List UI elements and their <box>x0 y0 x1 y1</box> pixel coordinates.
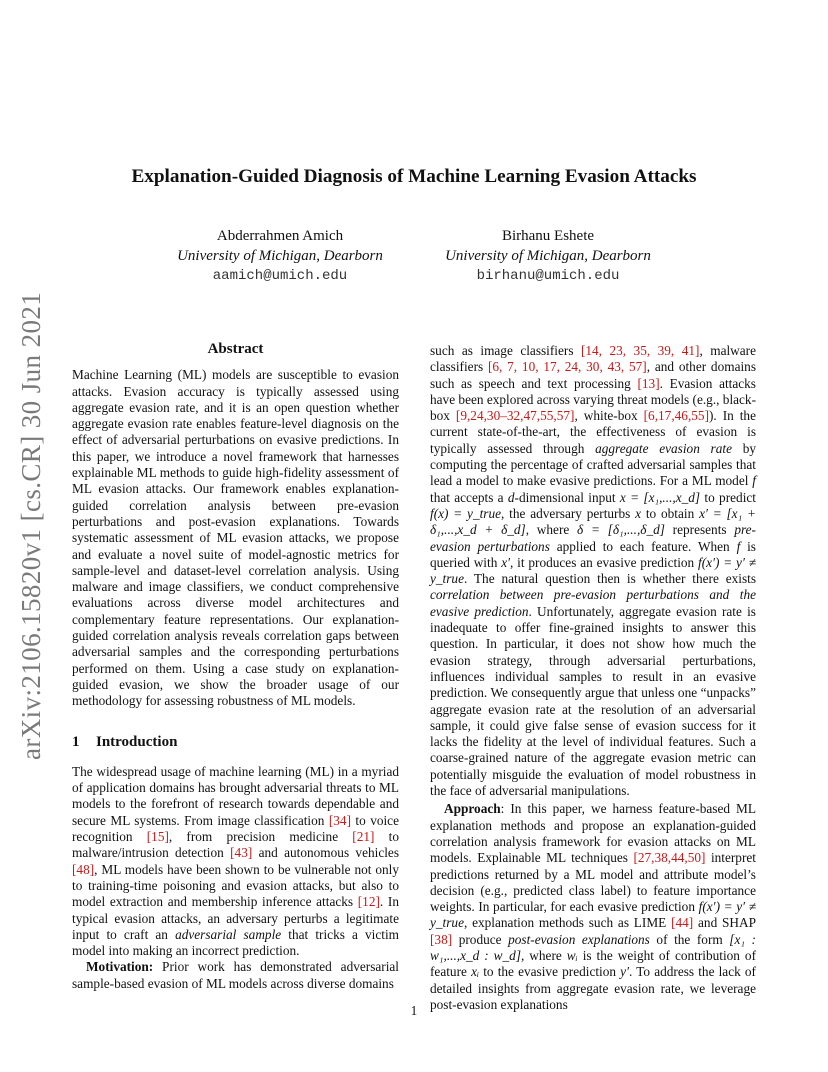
citation-link[interactable]: [44] <box>671 915 694 931</box>
text-run: that accepts a <box>430 489 508 505</box>
text-run: and autonomous vehicles <box>252 845 399 861</box>
citation-link[interactable]: [21] <box>352 829 375 845</box>
author-name: Birhanu Eshete <box>501 228 595 244</box>
citation-link[interactable]: [13] <box>637 375 660 391</box>
text-run: -dimensional input <box>514 489 620 505</box>
italic-run: x = [x₁,...,x_d] <box>619 489 701 505</box>
citation-link[interactable]: [34] <box>328 812 351 828</box>
italic-run: xᵢ <box>471 964 480 980</box>
intro-paragraph-approach <box>430 801 756 1013</box>
text-run: to the evasive prediction <box>479 964 621 980</box>
text-run: , explanation methods such as LIME <box>463 915 672 931</box>
author-block-2 <box>398 226 698 286</box>
italic-run: f(x′) = y′ ≠ y_true <box>430 554 756 587</box>
text-run: represents <box>664 522 735 538</box>
italic-run: x′ = [x₁ + δ₁,...,x_d + δ_d] <box>430 505 756 538</box>
text-run: is queried with <box>430 538 756 570</box>
author-name: Abderrahmen Amich <box>216 228 344 244</box>
abstract-text: Machine Learning (ML) models are susceptible to evasion attacks. Evasion accuracy is typically assessed using aggregate evasion rate, and it is an open question whether aggregate evasion rate enables feature-level diagnosis on the effect of adversarial perturbations on evasive predictions. In this paper, we introduce a novel framework that harnesses explainable ML methods to guide high-fidelity assessment of ML evasion attacks. Our framework enables explanation-guided correlation analysis between pre-evasion perturbations and post-evasion explanations. Towards systematic assessment of ML evasion attacks, we propose and evaluate a novel suite of model-agnostic metrics for sample-level and dataset-level correlation analysis. Using malware and image classifiers, we conduct comprehensive evaluations across diverse model architectures and complementary feature representations. Our explanation-guided correlation analysis reveals correlation gaps between adversarial samples and the corresponding perturbations performed on them. Using a case study on explanation-guided evasion, we show the broader usage of our methodology for assessing robustness of ML models. <box>72 367 399 709</box>
text-run: , where <box>525 522 578 538</box>
text-run: : In this paper, we harness feature-based ML explanation methods and propose an explanation-guided correlation analysis framework for evasion attacks on ML models. Explainable ML techniques <box>430 801 756 866</box>
italic-run: δ = [δ₁,...,δ_d] <box>577 522 665 538</box>
text-run: , from precision medicine <box>168 829 353 845</box>
arxiv-identifier-stamp: arXiv:2106.15820v1 [cs.CR] 30 Jun 2021 <box>16 291 46 760</box>
page-number: 1 <box>410 1003 418 1018</box>
italic-run: pre-evasion perturbations <box>430 522 756 554</box>
text-run: . Evasion attacks have been explored across varying threat models (e.g., black-box <box>430 375 757 424</box>
bold-run: Motivation: <box>86 959 154 975</box>
text-run: , where <box>521 947 567 963</box>
abstract-heading: Abstract <box>207 341 264 357</box>
text-run: . In typical evasion attacks, an adversary perturbs a legitimate input to craft an <box>72 894 399 942</box>
text-run: produce <box>452 931 509 947</box>
citation-link[interactable]: [48] <box>72 861 95 877</box>
section-heading-introduction <box>72 734 399 750</box>
italic-run: [x₁ : w₁,...,x_d : w_d] <box>430 931 756 963</box>
text-run: to malware/intrusion detection <box>72 829 399 861</box>
text-run: to obtain <box>641 505 700 521</box>
text-run: that tricks a victim model into making an incorrect prediction. <box>72 926 400 959</box>
text-run: , and other domains such as speech and text processing <box>430 359 756 391</box>
intro-paragraph-continued <box>430 343 756 799</box>
text-run: , white-box <box>574 408 644 424</box>
citation-link[interactable]: [6,17,46,55] <box>643 408 709 424</box>
citation-link[interactable]: [27,38,44,50] <box>633 850 706 866</box>
intro-paragraph-1 <box>72 764 399 960</box>
italic-run: x <box>635 505 642 521</box>
author-email: aamich@umich.edu <box>212 268 348 284</box>
italic-run: post-evasion explanations <box>508 931 650 947</box>
italic-run: f <box>736 538 741 554</box>
bold-run: Approach <box>444 801 501 817</box>
text-run: The widespread usage of machine learning (ML) in a myriad of application domains has brought adversarial threats to ML models to the forefront of research towards dependable and secure ML systems. From image classification <box>72 763 399 828</box>
italic-run: x′ <box>501 554 510 570</box>
author-block-1 <box>130 226 430 286</box>
text-run: . The natural question then is whether there exists <box>463 571 756 587</box>
italic-run: f <box>752 473 756 489</box>
citation-link[interactable]: [15] <box>146 829 169 845</box>
text-run: of the form <box>649 931 730 947</box>
italic-run: adversarial sample <box>175 926 282 942</box>
text-run: . To address the lack of detailed insights from aggregate evasion rate, we leverage post-evasion explanations <box>430 964 756 1012</box>
italic-run: y′ <box>620 964 629 980</box>
italic-run: f(x) = y_true <box>430 505 502 521</box>
italic-run: wᵢ <box>566 947 578 963</box>
text-run: , the adversary perturbs <box>501 505 636 521</box>
intro-paragraph-motivation <box>72 959 399 992</box>
left-column <box>72 341 399 992</box>
text-run: such as image classifiers <box>430 343 581 358</box>
section-number: 1 <box>72 733 80 750</box>
text-run: Prior work has demonstrated adversarial sample-based evasion of ML models across diverse domains <box>72 959 399 991</box>
text-run: applied to each feature. When <box>549 538 737 554</box>
italic-run: d <box>507 489 515 505</box>
author-email: birhanu@umich.edu <box>476 268 620 284</box>
italic-run: f(x′) = y′ ≠ y_true <box>430 899 757 931</box>
author-affiliation: University of Michigan, Dearborn <box>445 248 651 264</box>
text-run: , it produces an evasive prediction <box>510 554 699 570</box>
text-run: , ML models have been shown to be vulnerable not only to training-time poisoning and evasion attacks, but also to model extraction and membership inference attacks <box>72 861 399 910</box>
citation-link[interactable]: [9,24,30–32,47,55,57] <box>455 408 575 424</box>
text-run: ). In the current state-of-the-art, the effectiveness of evasion is typically assessed through <box>430 408 756 456</box>
section-title: Introduction <box>96 733 178 750</box>
italic-run: correlation between pre-evasion perturbations and the evasive prediction <box>430 587 756 619</box>
text-run: is the weight of contribution of feature <box>430 947 756 980</box>
text-run: to predict <box>700 489 756 505</box>
citation-link[interactable]: [43] <box>230 845 253 861</box>
citation-link[interactable]: [38] <box>430 931 453 947</box>
text-run: . Unfortunately, aggregate evasion rate is inadequate to offer fine-grained insights to answer this question. In particular, it does not show how much the evasion strategy, through adversarial perturbations, influences individual samples to result in an evasive prediction. We consequently argue that unless one “unpacks” aggregate evasion rate at the resolution of an adversarial sample, it could give false sense of evasion success for it lacks the fidelity at the level of individual features. Such a coarse-grained nature of the aggregate evasion metric can potentially misguide the evaluation of model robustness in the face of adversarial manipulations. <box>430 603 756 799</box>
text-run: by computing the percentage of crafted adversarial samples that lead a model to make evasive predictions. For a ML model <box>430 440 756 489</box>
text-run: and SHAP <box>693 915 757 931</box>
citation-link[interactable]: [12] <box>357 894 380 910</box>
text-run: , malware classifiers <box>430 343 756 375</box>
text-run: interpret predictions returned by a ML model and attribute model’s decision (e.g., predicted class label) to feature importance weights. In particular, for each evasive prediction <box>430 850 756 915</box>
text-run: to voice recognition <box>72 812 399 845</box>
citation-link[interactable]: [6, 7, 10, 17, 24, 30, 43, 57] <box>487 359 647 375</box>
italic-run: aggregate evasion rate <box>595 440 732 456</box>
citation-link[interactable]: [14, 23, 35, 39, 41] <box>580 343 700 358</box>
right-column <box>430 343 756 1013</box>
paper-title: Explanation-Guided Diagnosis of Machine Learning Evasion Attacks <box>131 166 697 187</box>
author-affiliation: University of Michigan, Dearborn <box>177 248 383 264</box>
